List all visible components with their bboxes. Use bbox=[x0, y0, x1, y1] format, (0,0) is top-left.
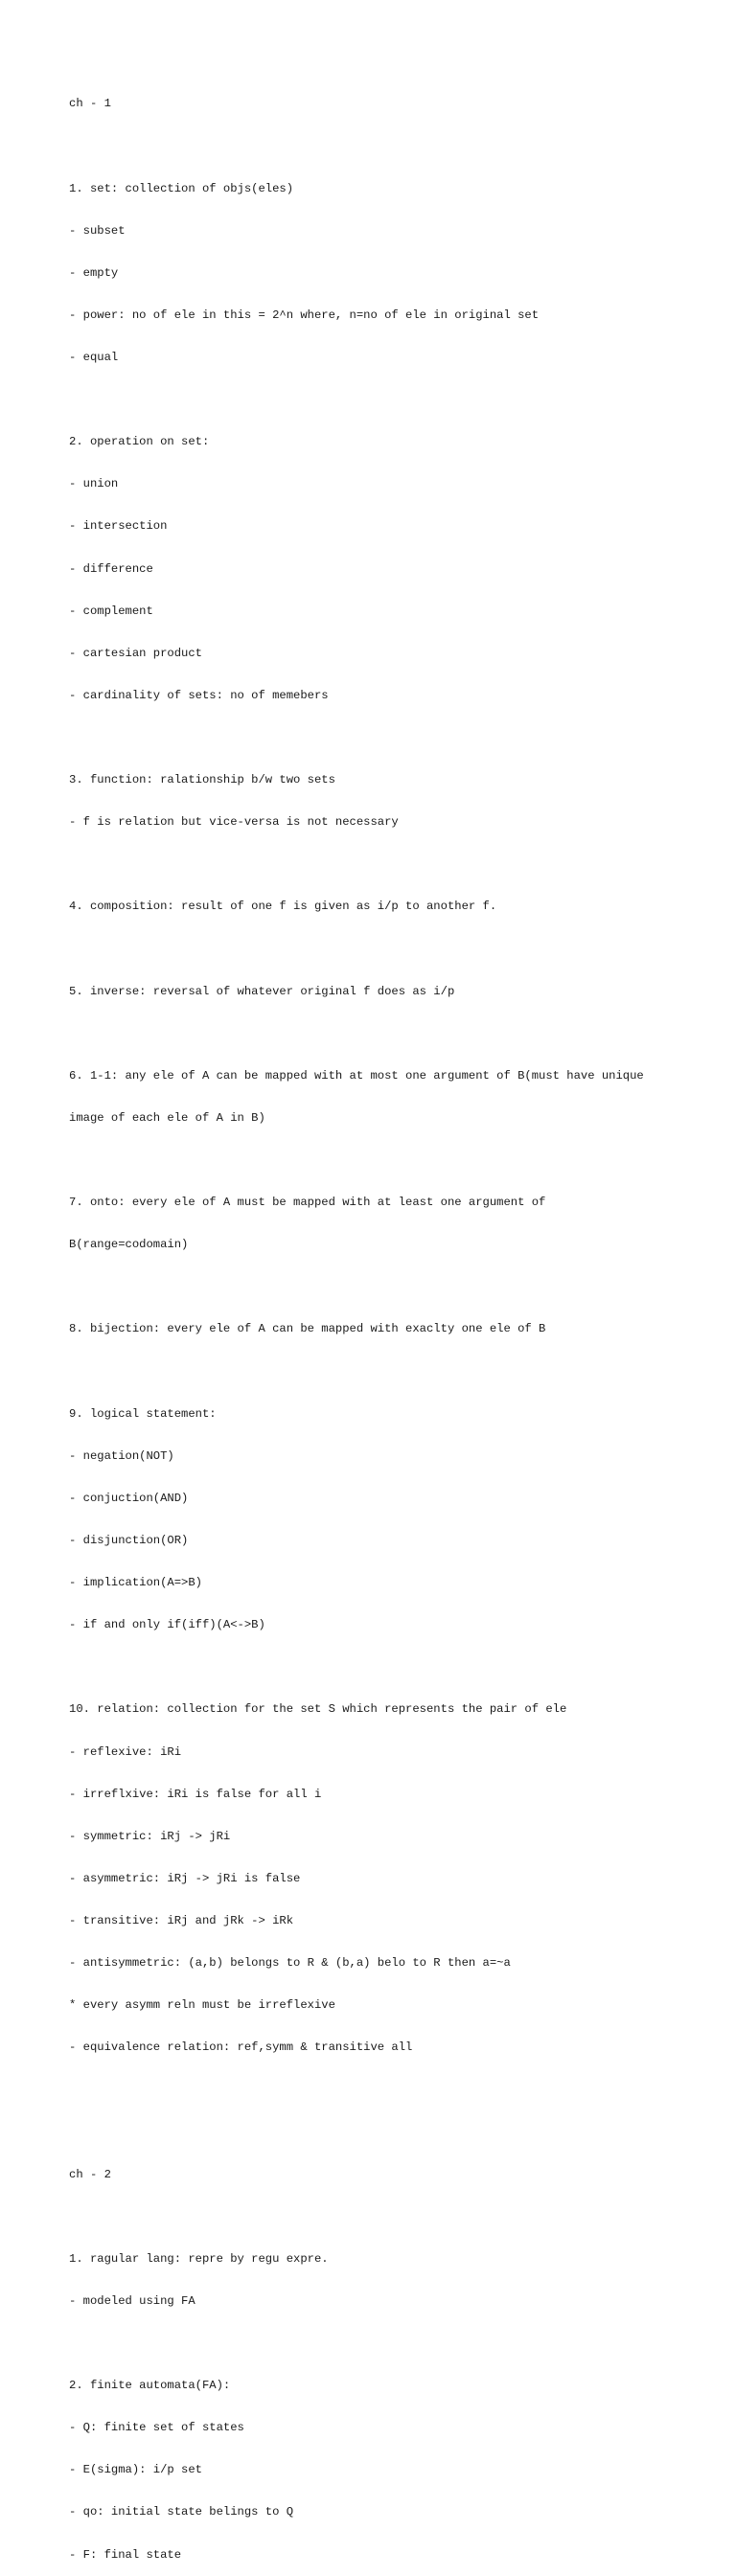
list-item: - symmetric: iRj -> jRi bbox=[69, 1829, 231, 1843]
list-item: - irreflxive: iRi is false for all i bbox=[69, 1787, 322, 1801]
section-heading: 2. finite automata(FA): bbox=[69, 2379, 231, 2393]
list-item: - subset bbox=[69, 223, 126, 238]
list-item: - union bbox=[69, 477, 119, 491]
section-heading: 3. function: ralationship b/w two sets bbox=[69, 773, 335, 787]
list-item: - antisymmetric: (a,b) belongs to R & (b,a) belo to R then a=~a bbox=[69, 1956, 511, 1971]
blank-line bbox=[69, 2337, 721, 2351]
list-item: - negation(NOT) bbox=[69, 1448, 174, 1463]
section-heading: 4. composition: result of one f is given as i/p to another f. bbox=[69, 900, 497, 914]
note-item: * every asymm reln must be irreflexive bbox=[69, 1998, 335, 2013]
blank-line bbox=[69, 2125, 721, 2139]
blank-line bbox=[69, 1153, 721, 1168]
section-heading: 5. inverse: reversal of whatever original f does as i/p bbox=[69, 984, 455, 998]
list-item: - equivalence relation: ref,symm & transitive all bbox=[69, 2040, 413, 2055]
list-item: - E(sigma): i/p set bbox=[69, 2463, 202, 2477]
section-heading: 6. 1-1: any ele of A can be mapped with at most one argument of B(must have unique bbox=[69, 1068, 644, 1083]
list-item: - reflexive: iRi bbox=[69, 1744, 182, 1759]
blank-line bbox=[69, 140, 721, 154]
list-item: - complement bbox=[69, 604, 153, 618]
list-item: - power: no of ele in this = 2^n where, n=no of ele in original set bbox=[69, 308, 540, 322]
text-line: B(range=codomain) bbox=[69, 1238, 189, 1252]
blank-line bbox=[69, 393, 721, 407]
list-item: - disjunction(OR) bbox=[69, 1533, 189, 1547]
blank-line bbox=[69, 857, 721, 872]
list-item: - f is relation but vice-versa is not necessary bbox=[69, 815, 399, 830]
blank-line bbox=[69, 943, 721, 957]
list-item: - asymmetric: iRj -> jRi is false bbox=[69, 1871, 301, 1885]
section-heading: 7. onto: every ele of A must be mapped with at least one argument of bbox=[69, 1196, 546, 1210]
list-item: - Q: finite set of states bbox=[69, 2421, 244, 2435]
blank-line bbox=[69, 1365, 721, 1379]
list-item: - modeled using FA bbox=[69, 2293, 196, 2308]
list-item: - cardinality of sets: no of memebers bbox=[69, 688, 329, 702]
blank-line bbox=[69, 2210, 721, 2224]
list-item: - cartesian product bbox=[69, 646, 202, 660]
section-heading: 1. ragular lang: repre by regu expre. bbox=[69, 2251, 329, 2266]
list-item: - F: final state bbox=[69, 2547, 182, 2562]
list-item: - difference bbox=[69, 561, 153, 576]
text-line: image of each ele of A in B) bbox=[69, 1110, 265, 1125]
blank-line bbox=[69, 1280, 721, 1294]
blank-line bbox=[69, 1027, 721, 1041]
blank-line bbox=[69, 2083, 721, 2097]
list-item: - implication(A=>B) bbox=[69, 1576, 202, 1590]
chapter-1-heading: ch - 1 bbox=[69, 97, 111, 111]
list-item: - if and only if(iff)(A<->B) bbox=[69, 1618, 265, 1632]
section-heading: 1. set: collection of objs(eles) bbox=[69, 181, 294, 195]
blank-line bbox=[69, 1660, 721, 1675]
list-item: - qo: initial state belings to Q bbox=[69, 2505, 294, 2519]
blank-line bbox=[69, 731, 721, 745]
list-item: - conjuction(AND) bbox=[69, 1491, 189, 1505]
section-heading: 8. bijection: every ele of A can be mapped with exaclty one ele of B bbox=[69, 1322, 546, 1336]
chapter-2-heading: ch - 2 bbox=[69, 2167, 111, 2181]
section-heading: 9. logical statement: bbox=[69, 1406, 217, 1421]
document-page bbox=[69, 69, 721, 2576]
list-item: - empty bbox=[69, 265, 119, 280]
list-item: - equal bbox=[69, 351, 119, 365]
list-item: - intersection bbox=[69, 519, 168, 534]
section-heading: 10. relation: collection for the set S which represents the pair of ele bbox=[69, 1702, 567, 1717]
list-item: - transitive: iRj and jRk -> iRk bbox=[69, 1913, 294, 1927]
section-heading: 2. operation on set: bbox=[69, 435, 210, 449]
